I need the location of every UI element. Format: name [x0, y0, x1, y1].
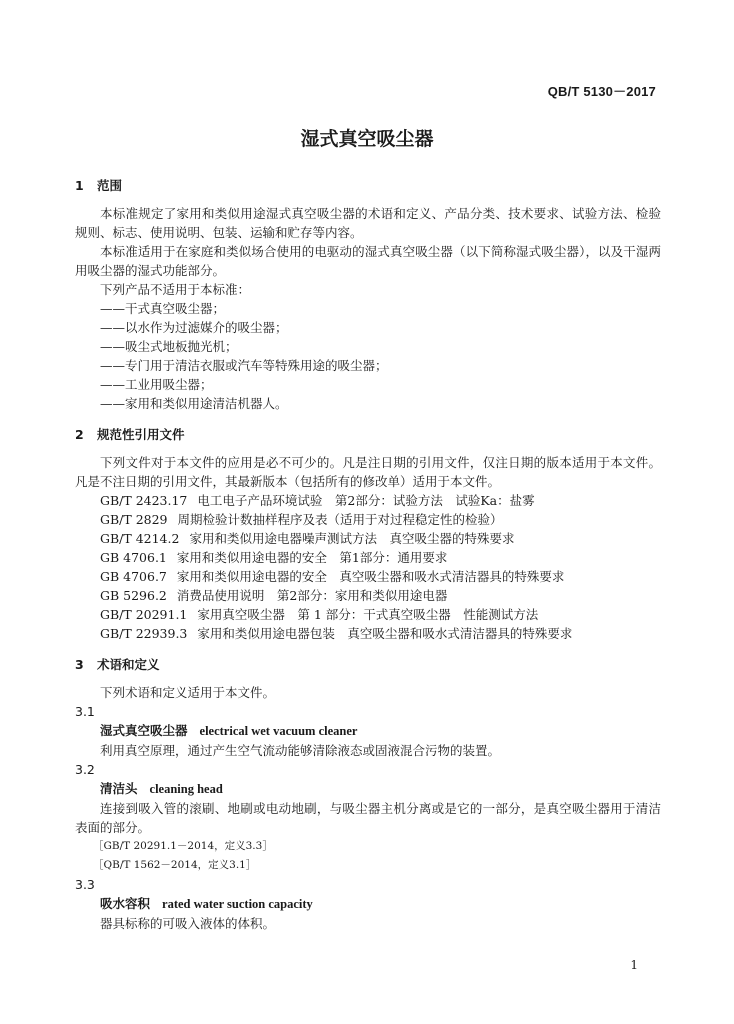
section-2-heading: 2 规范性引用文件 — [75, 427, 185, 442]
exclusion-item: ——吸尘式地板抛光机； — [100, 339, 238, 354]
exclusion-item: ——以水作为过滤媒介的吸尘器； — [100, 320, 288, 335]
term-entry: 湿式真空吸尘器 electrical wet vacuum cleaner — [100, 723, 358, 738]
reference-item: GB/T 20291.1 家用真空吸尘器 第 1 部分：干式真空吸尘器 性能测试方法 — [100, 607, 539, 622]
document-title: 湿式真空吸尘器 — [300, 128, 434, 150]
references-intro: 下列文件对于本文件的应用是必不可少的。凡是注日期的引用文件，仅注日期的版本适用于本文件。凡是不注日期的引用文件，其最新版本（包括所有的修改单）适用于本文件。 — [75, 455, 661, 489]
term-source: ［GB/T 20291.1－2014，定义3.3］ — [93, 840, 273, 852]
scope-paragraph-3: 下列产品不适用于本标准： — [100, 282, 251, 297]
reference-item: GB 5296.2 消费品使用说明 第2部分：家用和类似用途电器 — [100, 588, 448, 603]
standard-code: QB/T 5130－2017 — [547, 84, 656, 99]
exclusion-item: ——家用和类似用途清洁机器人。 — [100, 396, 288, 411]
term-definition: 连接到吸入管的滚刷、地刷或电动地刷，与吸尘器主机分离或是它的一部分，是真空吸尘器用于清洁表面的部分。 — [75, 801, 661, 835]
reference-item: GB 4706.1 家用和类似用途电器的安全 第1部分：通用要求 — [100, 550, 448, 565]
document-body — [75, 176, 661, 933]
exclusion-item: ——干式真空吸尘器； — [100, 301, 226, 316]
reference-item: GB/T 2829 周期检验计数抽样程序及表（适用于对过程稳定性的检验） — [100, 512, 503, 527]
section-3-heading: 3 术语和定义 — [75, 657, 160, 672]
page-number: 1 — [630, 958, 638, 972]
section-1-heading: 1 范围 — [75, 178, 123, 193]
exclusion-item: ——工业用吸尘器； — [100, 377, 213, 392]
reference-item: GB/T 22939.3 家用和类似用途电器包装 真空吸尘器和吸水式清洁器具的特殊要求 — [100, 626, 573, 641]
clause-number: 3.3 — [75, 877, 95, 892]
term-entry: 吸水容积 rated water suction capacity — [100, 896, 313, 911]
term-source: ［QB/T 1562－2014，定义3.1］ — [93, 859, 257, 871]
clause-number: 3.2 — [75, 762, 95, 777]
scope-paragraph-2: 本标准适用于在家庭和类似场合使用的电驱动的湿式真空吸尘器（以下简称湿式吸尘器），以及干湿两用吸尘器的湿式功能部分。 — [75, 244, 661, 278]
clause-number: 3.1 — [75, 704, 95, 719]
reference-item: GB/T 2423.17 电工电子产品环境试验 第2部分：试验方法 试验Ka：盐雾 — [100, 493, 535, 508]
terms-intro: 下列术语和定义适用于本文件。 — [100, 685, 276, 700]
reference-item: GB 4706.7 家用和类似用途电器的安全 真空吸尘器和吸水式清洁器具的特殊要求 — [100, 569, 565, 584]
term-entry: 清洁头 cleaning head — [100, 781, 223, 796]
exclusion-item: ——专门用于清洁衣服或汽车等特殊用途的吸尘器； — [100, 358, 388, 373]
term-definition: 利用真空原理，通过产生空气流动能够清除液态或固液混合污物的装置。 — [100, 743, 501, 758]
reference-item: GB/T 4214.2 家用和类似用途电器噪声测试方法 真空吸尘器的特殊要求 — [100, 531, 515, 546]
term-definition: 器具标称的可吸入液体的体积。 — [100, 916, 276, 931]
scope-paragraph-1: 本标准规定了家用和类似用途湿式真空吸尘器的术语和定义、产品分类、技术要求、试验方法、检验规则、标志、使用说明、包装、运输和贮存等内容。 — [75, 206, 661, 240]
